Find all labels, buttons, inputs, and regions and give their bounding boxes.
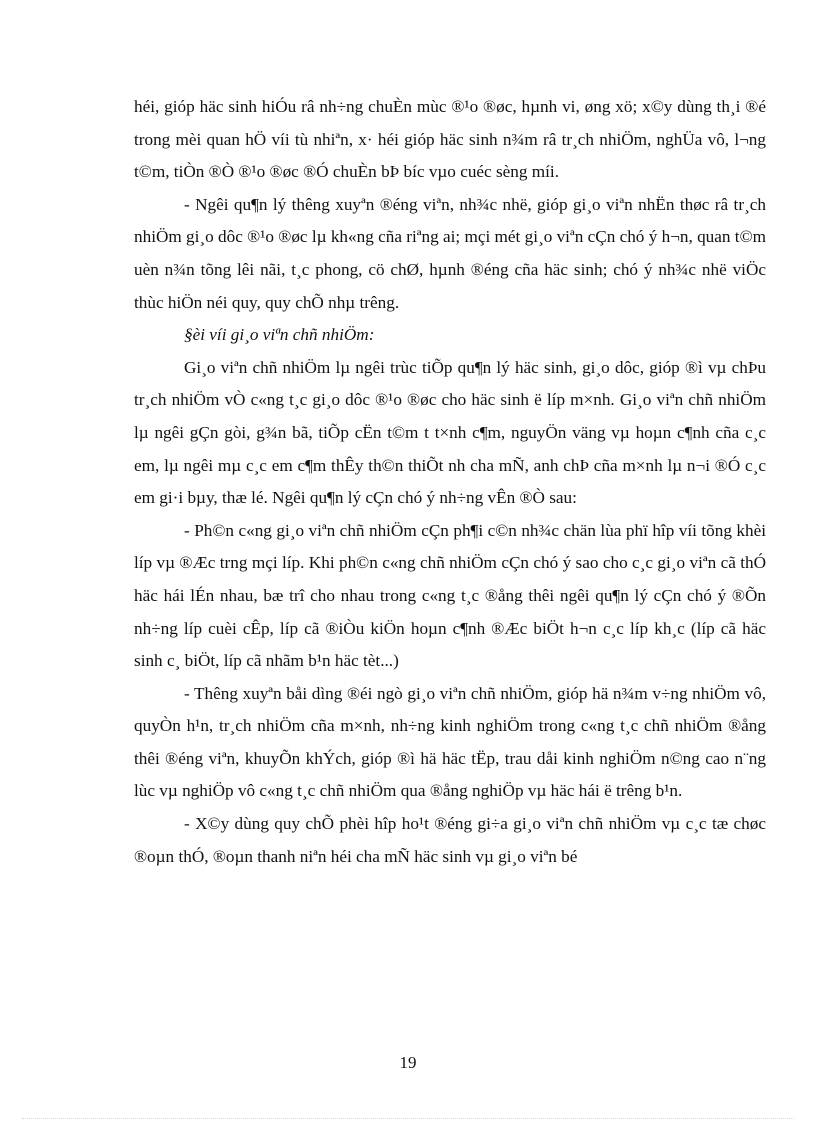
page-number: 19 xyxy=(399,1053,417,1072)
section-heading: §èi víi gi¸o viªn chñ nhiÖm: xyxy=(184,325,375,345)
body-text xyxy=(134,91,766,873)
paragraph-coordination: - X©y dùng quy chÕ phèi hîp ho¹t ®éng gi÷a gi¸o viªn chñ nhiÖm vµ c¸c tæ chøc ®oµn thÓ, ®oµn thanh niªn héi cha mÑ häc sinh vµ gi¸o viªn bé xyxy=(134,814,766,866)
paragraph-manager-guidance: - Ngêi qu¶n lý thêng xuyªn ®éng viªn, nh¾c nhë, gióp gi¸o viªn nhËn thøc râ tr¸ch nhiÖm gi¸o dôc ®¹o ®øc lµ kh«ng cña riªng ai; mçi mét gi¸o viªn cÇn chó ý h¬n, quan t©m uèn n¾n tõng lêi nãi, t¸c phong, cö chØ, hµnh ®éng cña häc sinh; chó ý nh¾c nhë viÖc thùc hiÖn néi quy, quy chÕ nhµ trêng. xyxy=(134,194,766,312)
paragraph-assignment: - Ph©n c«ng gi¸o viªn chñ nhiÖm cÇn ph¶i c©n nh¾c chän lùa phï hîp víi tõng khèi líp vµ ®Æc trng mçi líp. Khi ph©n c«ng chñ nhiÖm cÇn chó ý sao cho c¸c gi¸o viªn cã thÓ häc hái lÉn nhau, bæ trî cho nhau trong c«ng t¸c ®ång thêi ngêi qu¶n lý cÇn chó ý ®Õn nh÷ng líp cuèi cÊp, líp cã ®iÒu kiÖn hoµn c¶nh ®Æc biÖt h¬n c¸c líp kh¸c (líp cã häc sinh c¸ biÖt, líp cã nhãm b¹n häc tèt...) xyxy=(134,520,766,671)
paragraph-training: - Thêng xuyªn båi dìng ®éi ngò gi¸o viªn chñ nhiÖm, gióp hä n¾m v÷ng nhiÖm vô, quyÒn h¹n, tr¸ch nhiÖm cña m×nh, nh÷ng kinh nghiÖm trong c«ng t¸c chñ nhiÖm ®ång thêi ®éng viªn, khuyÕn khÝch, gióp ®ì hä häc tËp, trau dåi kinh nghiÖm n©ng cao n¨ng lùc vµ nghiÖp vô c«ng t¸c chñ nhiÖm qua ®ång nghiÖp vµ häc hái ë trêng b¹n. xyxy=(134,683,766,801)
paragraph-homeroom-teacher-role: Gi¸o viªn chñ nhiÖm lµ ngêi trùc tiÕp qu¶n lý häc sinh, gi¸o dôc, gióp ®ì vµ chÞu tr¸ch nhiÖm vÒ c«ng t¸c gi¸o dôc ®¹o ®øc cho häc sinh ë líp m×nh. Gi¸o viªn chñ nhiÖm lµ ngêi gÇn gòi, g¾n bã, tiÕp cËn t©m t t×nh c¶m, nguyÖn väng vµ hoµn c¶nh cña c¸c em, lµ ngêi mµ c¸c em c¶m thÊy th©n thiÕt nh cha mÑ, anh chÞ cña m×nh lµ n¬i ®Ó c¸c em gi·i bµy, thæ lé. Ngêi qu¶n lý cÇn chó ý nh÷ng vÊn ®Ò sau: xyxy=(134,357,766,508)
page-edge-divider xyxy=(22,1118,794,1119)
paragraph-continuation: héi, gióp häc sinh hiÓu râ nh÷ng chuÈn mùc ®¹o ®øc, hµnh vi, øng xö; x©y dùng th¸i ®é trong mèi quan hÖ víi tù nhiªn, x· héi gióp häc sinh n¾m râ tr¸ch nhiÖm, nghÜa vô, l¬ng t©m, tiÒn ®Ò ®¹o ®øc ®Ó chuÈn bÞ bíc vµo cuéc sèng míi. xyxy=(134,97,766,182)
